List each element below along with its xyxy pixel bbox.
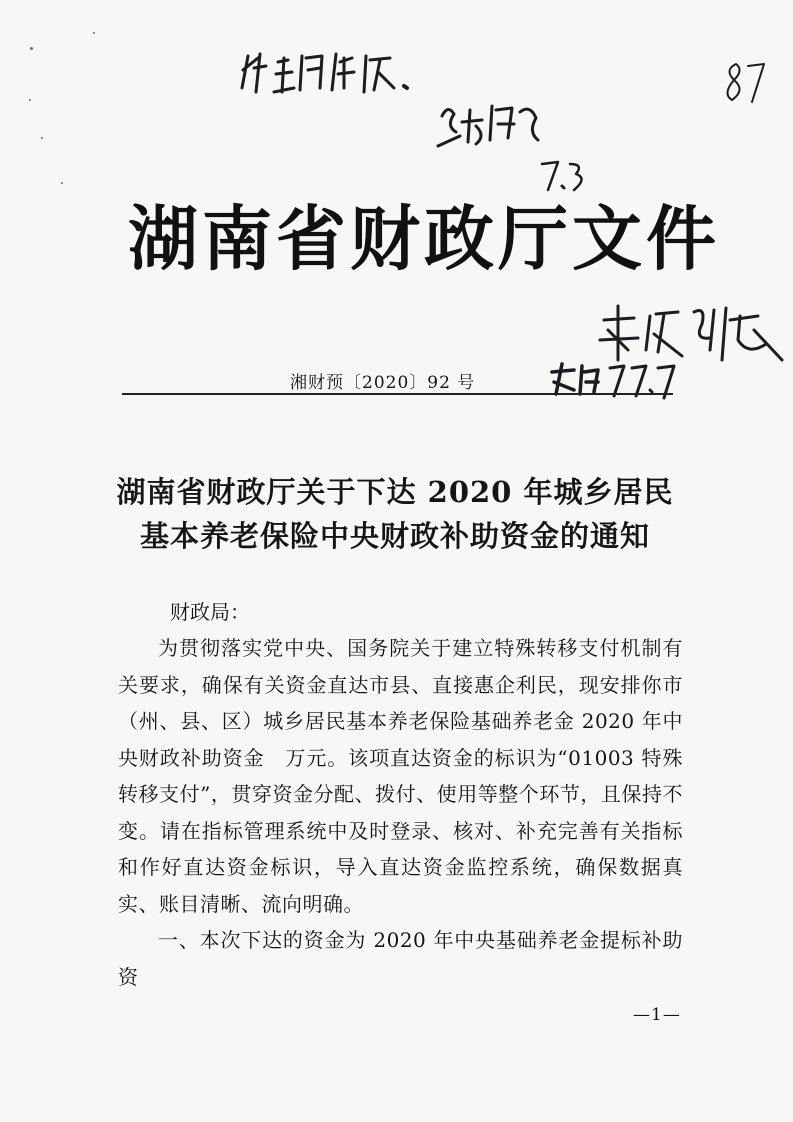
document-number: 湘财预〔2020〕92 号 — [290, 373, 476, 393]
handwritten-note-top — [240, 48, 440, 98]
scan-speck — [41, 137, 43, 139]
scan-speck — [29, 99, 31, 101]
scan-speck — [61, 182, 63, 184]
document-body — [118, 630, 683, 995]
handwritten-date-2 — [548, 360, 678, 404]
scan-speck — [93, 32, 95, 34]
body-paragraph: 为贯彻落实党中央、国务院关于建立特殊转移支付机制有关要求，确保有关资金直达市县、直接惠企利民，现安排你市（州、县、区）城乡居民基本养老保险基础养老金 2020 年中央财政补助资金 万元。该项直达资金的标识为“01003 特殊转移支付”，贯穿资金分配、拨付、使用等整个环节，且保持不变。请在指标管理系统中及时登录、核对、补充完善有关指标和作好直达资金标识，导入直达资金监控系统，确保数据真实、账目清晰、流向明确。 — [118, 636, 683, 916]
addressee: 财政局： — [170, 600, 250, 624]
document-title-line: 湖南省财政厅关于下达 2020 年城乡居民 — [116, 475, 674, 509]
handwritten-date-1 — [540, 160, 590, 194]
header-rule — [122, 393, 673, 395]
body-paragraph: 一、本次下达的资金为 2020 年中央基础养老金提标补助资 — [118, 928, 683, 989]
handwritten-page-mark — [722, 60, 768, 106]
scan-speck — [30, 47, 33, 50]
page-number: —1— — [633, 1005, 681, 1025]
handwritten-signature — [436, 96, 546, 156]
document-title-line: 基本养老保险中央财政补助资金的通知 — [139, 519, 650, 553]
document-header: 湖南省财政厅文件 — [128, 198, 720, 280]
document-title — [100, 470, 690, 558]
